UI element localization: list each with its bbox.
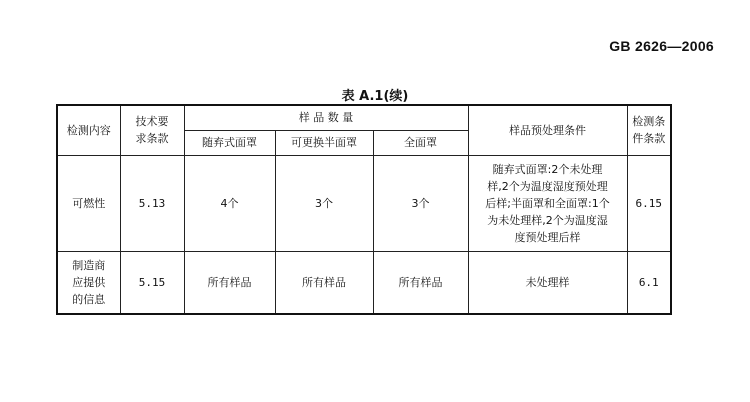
cell-replaceable-half: 所有样品 <box>275 251 373 314</box>
cell-pretreatment: 随弃式面罩:2个未处理 样,2个为温度湿度预处理 后样;半面罩和全面罩:1个 为未处理样,2个为温度湿 度预处理后样 <box>468 155 627 251</box>
table-caption: 表 A.1(续) <box>341 89 409 104</box>
table-row <box>57 155 671 251</box>
cell-disposable: 4个 <box>184 155 275 251</box>
cell-full-mask: 3个 <box>373 155 468 251</box>
cell-test-clause: 6.1 <box>627 251 671 314</box>
cell-item: 可燃性 <box>57 155 120 251</box>
header-replaceable-half: 可更换半面罩 <box>275 130 373 155</box>
cell-tech-clause: 5.15 <box>120 251 184 314</box>
header-sample-quantity: 样 品 数 量 <box>184 105 468 130</box>
header-full-mask: 全面罩 <box>373 130 468 155</box>
cell-test-clause: 6.15 <box>627 155 671 251</box>
cell-item: 制造商 应提供 的信息 <box>57 251 120 314</box>
header-test-clause: 检测条 件条款 <box>627 105 671 155</box>
header-disposable: 随弃式面罩 <box>184 130 275 155</box>
cell-tech-clause: 5.13 <box>120 155 184 251</box>
header-detection-content: 检测内容 <box>57 105 120 155</box>
cell-disposable: 所有样品 <box>184 251 275 314</box>
header-pretreatment: 样品预处理条件 <box>468 105 627 155</box>
header-row-1 <box>57 105 671 130</box>
standard-code: GB 2626—2006 <box>609 38 714 54</box>
cell-replaceable-half: 3个 <box>275 155 373 251</box>
cell-full-mask: 所有样品 <box>373 251 468 314</box>
table-row <box>57 251 671 314</box>
specification-table <box>56 104 672 315</box>
cell-pretreatment: 未处理样 <box>468 251 627 314</box>
header-tech-clause: 技术要 求条款 <box>120 105 184 155</box>
